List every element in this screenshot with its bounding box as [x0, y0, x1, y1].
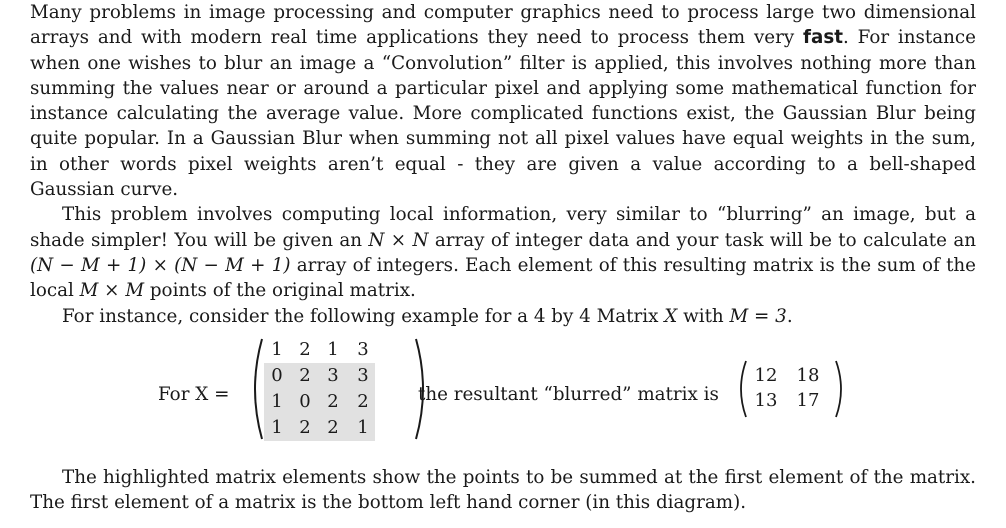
math-nxn: N × N [368, 229, 429, 251]
matrix-x-cell: 2 [357, 390, 369, 412]
intro-text-cont: . For instance when one wishes to blur an image a “Convolution” filter is applied, this involves nothing more than summing the values near or around a particular pixel and applying some mathematical function for instance calculating the average value. More complicated functions exist, the Gaussian Blur being quite popular. In a Gaussian Blur when summing not all pixel values have equal weights in the sum, in other words pixel weights aren’t equal - they are given a value according to a bell-shaped Gaussian curve. [30, 27, 976, 201]
problem-text-4: points of the original matrix. [144, 280, 416, 302]
matrix-x-cell: 1 [271, 338, 283, 360]
problem-text-2: array of integer data and your task will be to calculate an [428, 229, 976, 251]
matrix-x-cell: 3 [357, 338, 369, 360]
matrix-x-cell: 2 [299, 338, 311, 360]
math-m-eq-3: M = 3 [729, 305, 787, 327]
result-cell: 12 [754, 364, 778, 386]
matrix-x-cell: 1 [271, 416, 283, 438]
result-left-paren-icon [736, 359, 748, 419]
result-right-paren-icon [834, 359, 846, 419]
paragraph-problem [30, 202, 976, 303]
math-mxm: M × M [79, 280, 145, 302]
result-cell: 17 [796, 389, 820, 411]
matrix-x-cell: 1 [271, 390, 283, 412]
matrix-x-cell: 2 [327, 416, 339, 438]
math-result-size: (N − M + 1) × (N − M + 1) [30, 254, 291, 276]
result-label: the resultant “blurred” matrix is [418, 383, 719, 405]
explanation-text: The highlighted matrix elements show the points to be summed at the first element of the matrix. The first element of a matrix is the bottom left hand corner (in this diagram). [30, 466, 976, 514]
math-x: X [664, 305, 678, 327]
paragraph-explanation [30, 465, 976, 516]
matrix-x-cell: 2 [299, 364, 311, 386]
matrix-x-cell: 1 [327, 338, 339, 360]
matrix-x-cell: 2 [299, 416, 311, 438]
matrix-x-cell: 0 [299, 390, 311, 412]
example-intro-text-3: . [786, 305, 793, 327]
example-intro-text: For instance, consider the following example for a 4 by 4 Matrix [62, 305, 665, 327]
paragraph-example-intro [30, 304, 976, 329]
intro-text: Many problems in image processing and computer graphics need to process large two dimensional arrays and with modern real time applications they need to process them very [30, 2, 976, 49]
for-x-label: For X = [158, 383, 230, 405]
paragraph-intro [30, 0, 976, 202]
matrix-x [248, 337, 430, 441]
matrix-x-cell: 3 [357, 364, 369, 386]
problem-text: This problem involves computing local information, very similar to “blurring” an image, but a shade simpler! You will be given an [30, 204, 976, 251]
example-block [30, 337, 976, 465]
matrix-x-cell: 0 [271, 364, 283, 386]
matrix-x-cell: 3 [327, 364, 339, 386]
problem-statement [30, 0, 976, 515]
matrix-x-cell: 2 [327, 390, 339, 412]
example-intro-text-2: with [677, 305, 730, 327]
bold-fast: fast [803, 27, 843, 49]
result-cell: 13 [754, 389, 778, 411]
matrix-result [736, 359, 846, 419]
matrix-x-cell: 1 [357, 416, 369, 438]
result-cell: 18 [796, 364, 820, 386]
problem-text-3: array of integers. Each element of this resulting matrix is the sum of the local [30, 254, 977, 302]
